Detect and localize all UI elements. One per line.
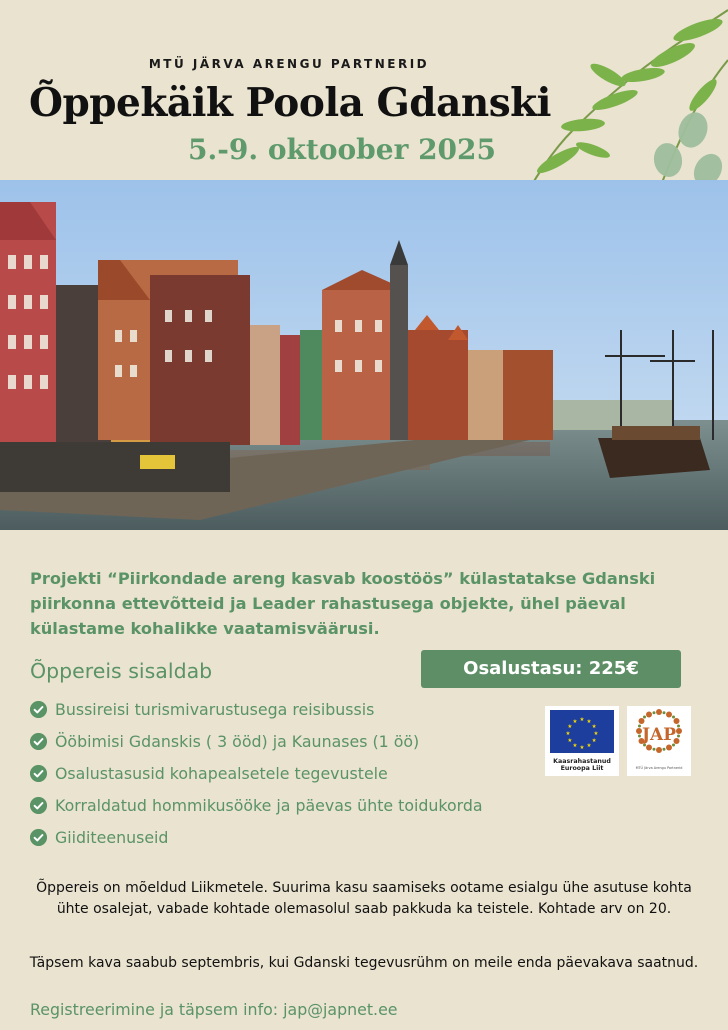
organization-logo [627,706,691,776]
participation-fee-badge: Osalustasu: 225€ [421,650,681,688]
svg-text:★: ★ [591,724,597,730]
svg-text:★: ★ [567,738,573,744]
schedule-paragraph: Täpsem kava saabub septembris, kui Gdanski tegevusrühm on meile enda päevakava saatnud. [29,955,699,971]
svg-text:★: ★ [572,718,578,725]
list-item [30,789,483,821]
list-item [30,693,483,725]
check-circle-icon [30,701,47,718]
list-item-label: Bussireisi turismivarustusega reisibussis [55,699,375,719]
svg-text:★: ★ [579,745,585,751]
trip-dates: 5.-9. oktoober 2025 [187,133,496,166]
list-item [30,821,483,853]
list-item-label: Giiditeenuseid [55,827,169,847]
svg-text:★: ★ [593,731,599,737]
svg-text:★: ★ [586,718,592,725]
list-item [30,757,483,789]
svg-text:★: ★ [591,738,597,744]
intro-text: Projekti “Piirkondade areng kasvab koostöös” külastatakse Gdanski piirkonna ettevõtteid ja Leader rahastusega objekte, ühel päeval külastame kohalikke vaatamisväärusi. [30,569,656,638]
check-circle-icon [30,733,47,750]
check-circle-icon [30,797,47,814]
jap-logo-caption: MTÜ Järva Arengu Partnerid [635,766,683,770]
eu-logo-caption: Kaasrahastanud Euroopa Liit [553,758,611,772]
organization-name: MTÜ JÄRVA ARENGU PARTNERID [148,57,430,71]
jap-logo-icon [627,706,691,766]
svg-text:★: ★ [572,743,578,750]
svg-text:★: ★ [579,717,585,723]
includes-heading: Õppereis sisaldab [30,659,213,683]
eu-flag-icon [545,706,619,758]
includes-list [30,693,483,853]
list-item [30,725,483,757]
list-item-label: Osalustasusid kohapealsetele tegevustele [55,763,388,783]
svg-text:★: ★ [565,731,571,737]
check-circle-icon [30,829,47,846]
svg-text:★: ★ [586,743,592,750]
eligibility-paragraph: Õppereis on mõeldud Liikmetele. Suurima kasu saamiseks ootame esialgu ühe asutuse kohta ühte osalejat, vabade kohtade olemasolul saab pakkuda ka teistele. Kohtade arv on 20. [36,880,692,917]
list-item-label: Korraldatud hommikusööke ja päevas ühte toidukorda [55,795,483,815]
eu-cofunding-logo [545,706,619,776]
jap-logo-letters: JAP [641,725,677,745]
svg-text:★: ★ [567,724,573,730]
page-title: Õppekäik Poola Gdanski [29,80,551,126]
list-item-label: Ööbimisi Gdanskis ( 3 ööd) ja Kaunases (1 öö) [55,731,420,751]
gdansk-waterfront-photo [0,180,728,530]
check-circle-icon [30,765,47,782]
registration-info: Registreerimine ja täpsem info: jap@japnet.ee [30,1000,398,1019]
